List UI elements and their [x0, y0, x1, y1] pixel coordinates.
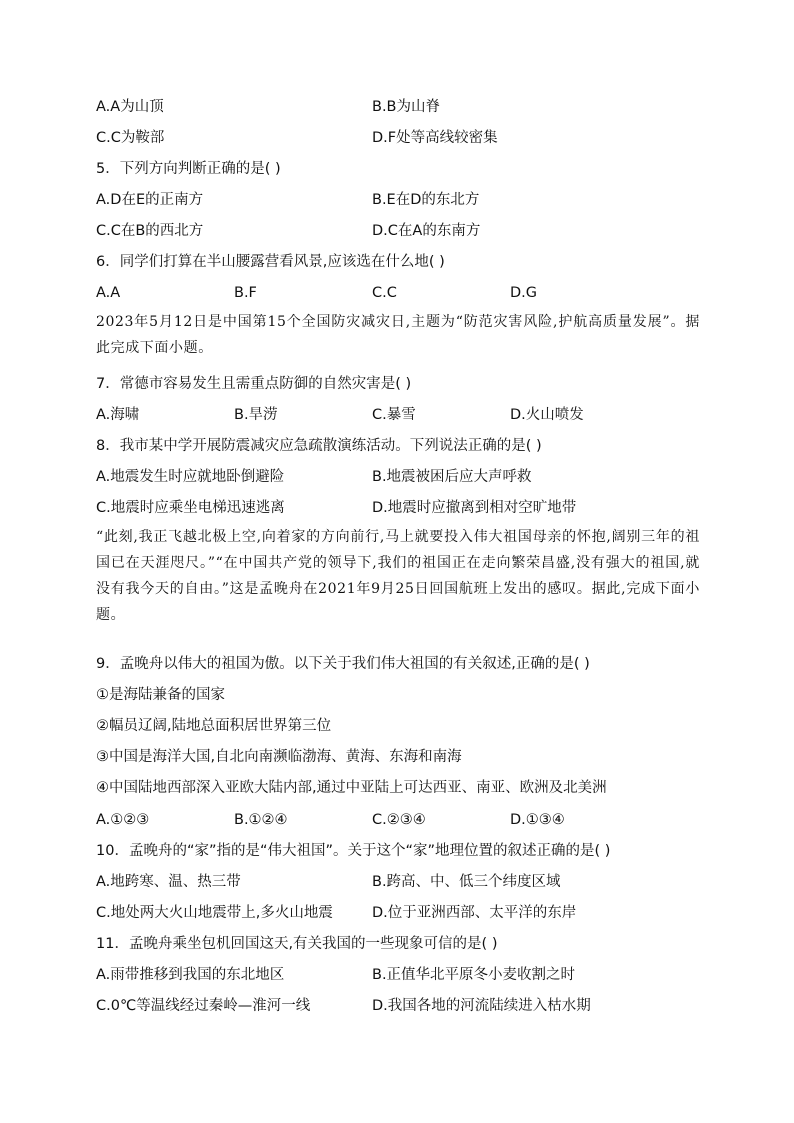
q7-option-c: C.暴雪 — [372, 407, 416, 423]
q10-option-c: C.地处两大火山地震带上,多火山地震 — [96, 905, 333, 921]
passage-disaster-day: 2023年5月12日是中国第15个全国防灾减灾日,主题为“防范灾害风险,护航高质量发展”。据此完成下面小题。 — [96, 314, 700, 356]
q8-option-d: D.地震时应撤离到相对空旷地带 — [372, 500, 577, 516]
q8-option-b: B.地震被困后应大声呼救 — [372, 469, 532, 485]
q11-option-d: D.我国各地的河流陆续进入枯水期 — [372, 998, 591, 1014]
q7-option-a: A.海啸 — [96, 407, 140, 423]
q6-option-d: D.G — [510, 285, 538, 301]
q9-statement-1: ①是海陆兼备的国家 — [96, 687, 225, 703]
q7-stem: 7．常德市容易发生且需重点防御的自然灾害是( ) — [96, 376, 412, 392]
q10-stem: 10．孟晚舟的“家”指的是“伟大祖国”。关于这个“家”地理位置的叙述正确的是( ) — [96, 843, 611, 859]
passage-meng-wanzhou: “此刻,我正飞越北极上空,向着家的方向前行,马上就要投入伟大祖国母亲的怀抱,阔别三年的祖国已在天涯咫尺。”“在中国共产党的领导下,我们的祖国正在走向繁荣昌盛,没有强大的祖国,就没有我今天的自由。”这是孟晚舟在2021年9月25日回国航班上发出的感叹。据此,完成下面小题。 — [96, 529, 700, 623]
q5-option-c: C.C在B的西北方 — [96, 223, 204, 239]
q7-option-b: B.旱涝 — [234, 407, 278, 423]
q4-option-b: B.B为山脊 — [372, 99, 441, 115]
q6-stem: 6．同学们打算在半山腰露营看风景,应该选在什么地( ) — [96, 254, 445, 270]
q6-option-a: A.A — [96, 285, 121, 301]
q4-option-c: C.C为鞍部 — [96, 130, 165, 146]
q4-option-a: A.A为山顶 — [96, 99, 164, 115]
q5-option-d: D.C在A的东南方 — [372, 223, 481, 239]
q5-stem: 5．下列方向判断正确的是( ) — [96, 161, 281, 177]
q11-option-a: A.雨带推移到我国的东北地区 — [96, 967, 285, 983]
q8-stem: 8．我市某中学开展防震减灾应急疏散演练活动。下列说法正确的是( ) — [96, 438, 542, 454]
q6-option-b: B.F — [234, 285, 257, 301]
q7-option-d: D.火山喷发 — [510, 407, 584, 423]
q10-option-a: A.地跨寒、温、热三带 — [96, 874, 241, 890]
q9-option-d: D.①③④ — [510, 812, 565, 828]
q9-statement-4: ④中国陆地西部深入亚欧大陆内部,通过中亚陆上可达西亚、南亚、欧洲及北美洲 — [96, 780, 607, 796]
q10-option-b: B.跨高、中、低三个纬度区域 — [372, 874, 561, 890]
q10-option-d: D.位于亚洲西部、太平洋的东岸 — [372, 905, 577, 921]
q11-option-b: B.正值华北平原冬小麦收割之时 — [372, 967, 576, 983]
q8-option-a: A.地震发生时应就地卧倒避险 — [96, 469, 285, 485]
q11-option-c: C.0℃等温线经过秦岭—淮河一线 — [96, 998, 311, 1014]
q9-statement-2: ②幅员辽阔,陆地总面积居世界第三位 — [96, 718, 332, 734]
q9-option-b: B.①②④ — [234, 812, 288, 828]
q8-option-c: C.地震时应乘坐电梯迅速逃离 — [96, 500, 285, 516]
q9-option-a: A.①②③ — [96, 812, 150, 828]
q11-stem: 11．孟晚舟乘坐包机回国这天,有关我国的一些现象可信的是( ) — [96, 936, 498, 952]
q9-statement-3: ③中国是海洋大国,自北向南濒临渤海、黄海、东海和南海 — [96, 749, 462, 765]
q9-stem: 9．孟晚舟以伟大的祖国为傲。以下关于我们伟大祖国的有关叙述,正确的是( ) — [96, 656, 590, 672]
q5-option-a: A.D在E的正南方 — [96, 192, 204, 208]
q4-option-d: D.F处等高线较密集 — [372, 130, 498, 146]
q9-option-c: C.②③④ — [372, 812, 426, 828]
q5-option-b: B.E在D的东北方 — [372, 192, 480, 208]
q6-option-c: C.C — [372, 285, 397, 301]
